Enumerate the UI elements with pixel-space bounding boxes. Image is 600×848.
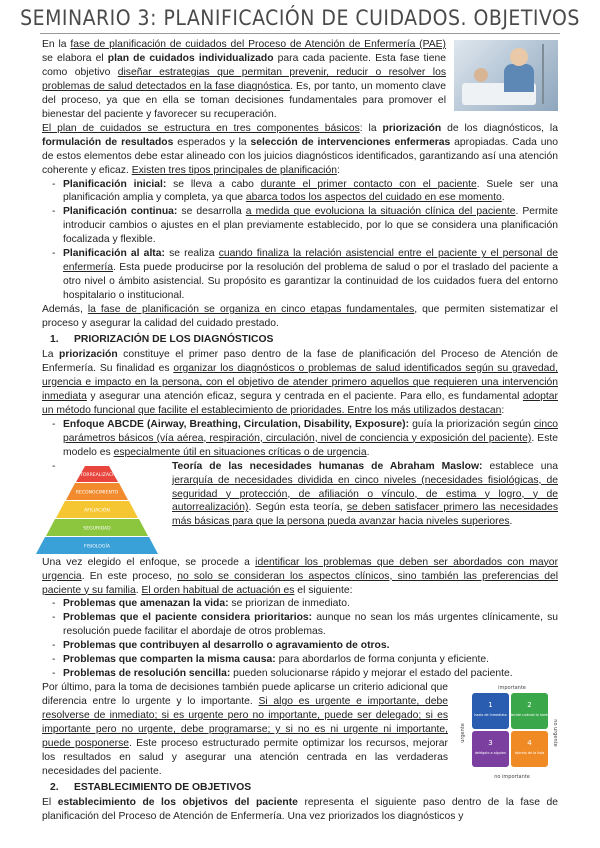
closing-paragraph: Además, la fase de planificación se organiza en cinco etapas fundamentales, que permiten sistematizar el proceso y asegurar la calidad del cuidado prestado. <box>42 304 558 330</box>
matrix-cell-number: 1 <box>488 701 493 710</box>
nurse-patient-photo <box>454 40 558 111</box>
section-heading: 2. ESTABLECIMIENTO DE OBJETIVOS <box>50 781 252 793</box>
matrix-cell-number: 2 <box>527 701 532 710</box>
section-heading: 1. PRIORIZACIÓN DE LOS DIAGNÓSTICOS <box>50 334 274 346</box>
list-item: - Planificación inicial: se lleva a cabo durante el primer contacto con el paciente. Suele ser una planificación amplia y completa, ya que abarca todos los aspectos del cuidado en ese momento. <box>42 178 558 206</box>
pyramid-label: RECONOCIMIENTO <box>75 490 119 496</box>
title-divider <box>40 33 560 34</box>
section1-paragraph: La priorización constituye el primer paso dentro de la fase de planificación del Proceso de Atención de Enfermería. Su finalidad es organizar los diagnósticos o problemas de salud identificados según su gravedad, urgencia e impacto en la persona, con el objetivo de atender primero aquellos que requieren una intervención inmediata y asegurar una atención eficaz, segura y centrada en el paciente. Para ello, es fundamental adoptar un método funcional que facilite el establecimiento de prioridades. Entre los más utilizados destacan: <box>42 348 559 416</box>
list-item: - Planificación al alta: se realiza cuando finaliza la relación asistencial entre el paciente y el personal de enfermería. Esta puede producirse por la resolución del problema de salud o por el traslado del paciente a otro nivel o ámbito asistencial. Su propósito es garantizar la continuidad de los cuidados fuera del entorno hospitalario o institucional. <box>42 247 558 303</box>
page-title: SEMINARIO 3: PLANIFICACIÓN DE CUIDADOS. OBJETIVOS <box>20 6 580 30</box>
matrix-cell-number: 4 <box>527 739 532 748</box>
list-item: - Teoría de las necesidades humanas de Abraham Maslow: establece una jerarquía de necesidades dividida en cinco niveles (necesidades fisiológicas, de seguridad y protección, de afiliación o vínculo, de estima y logro, y de autorrealización). Según esta teoría, se deben satisfacer primero las necesidades más básicas para que la persona pueda avanzar hacia niveles superiores. <box>42 460 558 530</box>
list-item: - Planificación continua: se desarrolla a medida que evoluciona la situación clínica del paciente. Permite introducir cambios o ajustes en el plan previamente establecido, por lo que se considera una planificación focalizada y flexible. <box>42 205 558 247</box>
matrix-cell <box>472 693 509 729</box>
section1-paragraph-2: Una vez elegido el enfoque, se procede a identificar los problemas que deben ser abordados con mayor urgencia. En este proceso, no solo se consideran los aspectos clínicos, sino también las preferencias del paciente y su familia. El orden habitual de actuación es el siguiente: <box>42 556 559 596</box>
matrix-cell <box>511 693 548 729</box>
eisenhower-matrix-graphic <box>458 683 558 779</box>
components-paragraph: El plan de cuidados se estructura en tres componentes básicos: la priorización de los diagnósticos, la formulación de resultados esperados y la selección de intervenciones enfermeras apropiadas. Cada uno de estos elementos debe estar alineado con los juicios diagnósticos identificados, garantizando así una atención coherente y eficaz. Existen tres tipos principales de planificación: <box>42 122 559 176</box>
list-item: - Problemas que el paciente considera prioritarios: aunque no sean los más urgentes clínicamente, su resolución puede facilitar el abordaje de otros problemas. <box>42 611 558 639</box>
matrix-cell <box>511 731 548 767</box>
pyramid-label: SEGURIDAD <box>83 526 111 532</box>
matrix-cell-label: bórralo de la lista <box>514 751 545 756</box>
pyramid-label: AUTORREALIZACIÓN <box>73 472 121 478</box>
matrix-axis-label: urgente <box>460 723 466 743</box>
document-body <box>42 38 558 824</box>
matrix-cell-label: delégalo a alguien <box>474 751 507 756</box>
list-item: - Problemas de resolución sencilla: pueden solucionarse rápido y mejorar el estado del paciente. <box>42 667 558 681</box>
matrix-cell-number: 3 <box>488 739 493 748</box>
intro-paragraph: En la fase de planificación de cuidados del Proceso de Atención de Enfermería (PAE) se elabora el plan de cuidados individualizado para cada paciente. Esta fase tiene como objetivo diseñar estrategias que permitan prevenir, reducir o resolver los problemas de salud detectados en la fase diagnóstica. Es, por tanto, un momento clave del proceso, ya que en ella se toman decisiones fundamentales para promover el bienestar del paciente y favorecer su recuperación. <box>42 39 446 120</box>
matrix-cell-label: hazlo de inmediato <box>474 713 507 718</box>
section2-paragraph: El establecimiento de los objetivos del paciente representa el siguiente paso dentro de la fase de planificación del Proceso de Atención de Enfermería. Una vez priorizados los diagnósticos y <box>42 796 558 822</box>
pyramid-label: FISIOLOGÍA <box>84 544 110 550</box>
matrix-axis-label: importante <box>498 685 526 692</box>
list-item: - Problemas que amenazan la vida: se priorizan de inmediato. <box>42 597 558 611</box>
section1-paragraph-3: Por último, para la toma de decisiones también puede aplicarse un criterio adicional que diferencia entre lo urgente y lo importante. Si algo es urgente e importante, debe resolverse de inmediato; si es urgente pero no importante, puede ser delegado; si es importante pero no urgente, debe programarse; y si no es ni urgente ni importante, puede posponerse. Este proceso estructurado permite optimizar los recursos, mejorar los resultados en salud y asegurar una atención centrada en las verdaderas necesidades del paciente. <box>42 682 448 777</box>
list-item: - Problemas que comparten la misma causa: para abordarlos de forma conjunta y eficiente. <box>42 653 558 667</box>
list-item: - Problemas que contribuyen al desarrollo o agravamiento de otros. <box>42 639 558 653</box>
list-item: - Enfoque ABCDE (Airway, Breathing, Circulation, Disability, Exposure): guía la priorización según cinco parámetros básicos (vía aérea, respiración, circulación, nivel de conciencia y exposición del paciente). Este modelo es especialmente útil en situaciones críticas o de urgencia. <box>42 418 558 460</box>
matrix-axis-label: no urgente <box>552 719 558 747</box>
matrix-cell <box>472 731 509 767</box>
pyramid-label: AFILIACIÓN <box>84 508 110 514</box>
matrix-axis-label: no importante <box>494 774 530 780</box>
matrix-cell-label: decide cuándo lo harás <box>509 713 550 718</box>
